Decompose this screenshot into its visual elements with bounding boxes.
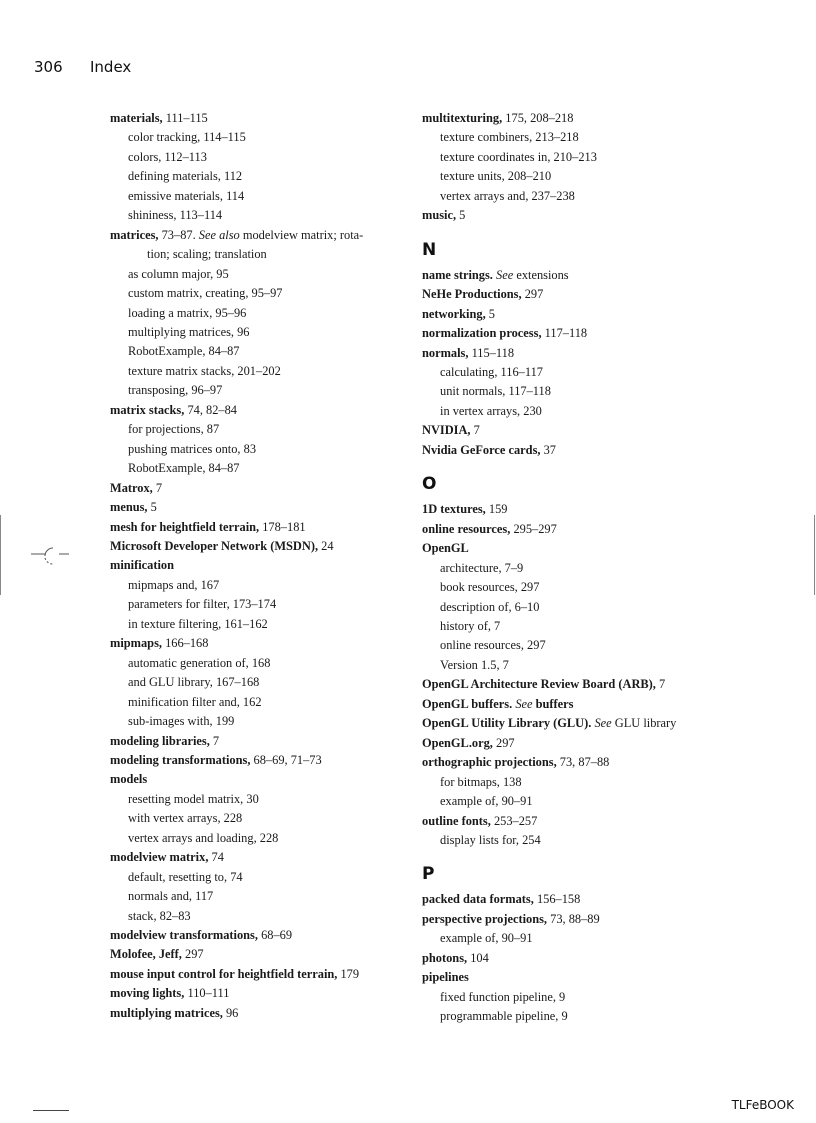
index-entry	[110, 498, 400, 517]
entry-term: networking,	[422, 306, 486, 321]
index-subentry: resetting model matrix, 30	[128, 791, 259, 806]
index-entry	[422, 910, 712, 929]
index-entry	[422, 949, 712, 968]
index-subentry: shininess, 113–114	[128, 208, 223, 223]
index-subentry: and GLU library, 167–168	[128, 675, 260, 690]
entry-pages: 5	[485, 306, 495, 321]
index-entry	[422, 968, 712, 987]
entry-term: mouse input control for heightfield terrain,	[110, 966, 338, 981]
entry-term: matrix stacks,	[110, 402, 185, 417]
section-letter: P	[422, 864, 435, 885]
cross-reference: See	[515, 696, 533, 711]
index-subentry: history of, 7	[440, 618, 501, 633]
index-subentry: normals and, 117	[128, 889, 214, 904]
entry-term: OpenGL Architecture Review Board (ARB),	[422, 677, 656, 692]
index-subentry: texture matrix stacks, 201–202	[128, 363, 281, 378]
index-entry	[110, 479, 400, 498]
index-entry	[110, 226, 400, 245]
entry-term: multiplying matrices,	[110, 1005, 223, 1020]
index-subentry: architecture, 7–9	[440, 560, 524, 575]
index-entry	[422, 305, 712, 324]
entry-pages: 74	[208, 850, 224, 865]
index-subentry: texture units, 208–210	[440, 169, 552, 184]
index-entry	[422, 500, 712, 519]
index-entry	[110, 984, 400, 1003]
entry-pages: 179	[337, 966, 360, 981]
index-subentry: unit normals, 117–118	[440, 384, 551, 399]
entry-term: menus,	[110, 500, 148, 515]
entry-pages: 24	[318, 538, 334, 553]
entry-term: moving lights,	[110, 986, 185, 1001]
entry-term: multitexturing,	[422, 111, 503, 125]
crop-mark-right	[814, 515, 815, 595]
entry-term: Matrox,	[110, 480, 153, 495]
index-entry	[422, 890, 712, 909]
entry-pages: 5	[456, 208, 466, 223]
entry-pages: 159	[485, 502, 508, 517]
entry-term: OpenGL buffers.	[422, 696, 513, 711]
entry-pages: 73, 88–89	[547, 911, 600, 926]
index-entry	[110, 945, 400, 964]
entry-term: Microsoft Developer Network (MSDN),	[110, 538, 319, 553]
entry-term: pipelines	[422, 970, 469, 985]
entry-term: name strings.	[422, 267, 493, 282]
entry-pages: 297	[492, 735, 515, 750]
index-entry	[110, 965, 400, 984]
entry-pages: GLU library	[611, 716, 677, 731]
section-letter: O	[422, 474, 437, 495]
entry-pages: 178–181	[259, 519, 306, 534]
crop-mark-left	[0, 515, 1, 595]
index-entry	[110, 732, 400, 751]
index-subentry: color tracking, 114–115	[128, 130, 246, 145]
entry-pages: 74, 82–84	[184, 402, 238, 417]
index-subentry: display lists for, 254	[440, 832, 541, 847]
index-entry	[110, 926, 400, 945]
entry-pages: 7	[152, 480, 163, 495]
entry-term: materials,	[110, 111, 163, 125]
cross-reference: See	[594, 716, 612, 731]
index-entry	[422, 109, 712, 128]
index-subentry: Version 1.5, 7	[440, 657, 509, 672]
entry-term: online resources,	[422, 521, 511, 536]
index-subentry: loading a matrix, 95–96	[128, 305, 247, 320]
entry-term: orthographic projections,	[422, 755, 557, 770]
index-column-left	[110, 109, 400, 1023]
index-entry	[110, 109, 400, 128]
entry-pages: 295–297	[510, 521, 557, 536]
section-letter: N	[422, 239, 437, 260]
entry-pages: 110–111	[184, 986, 230, 1001]
entry-pages: 175, 208–218	[502, 111, 574, 125]
entry-term: modelview transformations,	[110, 928, 258, 943]
entry-pages: 253–257	[490, 813, 538, 828]
index-subentry: example of, 90–91	[440, 931, 533, 946]
running-header	[34, 58, 131, 76]
entry-pages: 166–168	[161, 636, 209, 651]
entry-pages: extensions	[513, 267, 569, 282]
page-title: Index	[90, 58, 132, 76]
entry-term: OpenGL	[422, 541, 469, 556]
page-number: 306	[34, 58, 63, 76]
index-entry	[422, 441, 712, 460]
index-entry	[422, 695, 712, 714]
index-subentry: custom matrix, creating, 95–97	[128, 286, 283, 301]
index-entry	[422, 539, 712, 558]
index-subentry: colors, 112–113	[128, 149, 207, 164]
registration-mark-icon	[31, 542, 71, 572]
index-entry	[422, 520, 712, 539]
index-entry	[110, 848, 400, 867]
index-entry	[110, 537, 400, 556]
entry-pages: 7	[470, 423, 480, 438]
entry-pages: 297	[521, 287, 544, 302]
index-subentry: pushing matrices onto, 83	[128, 441, 257, 456]
index-subentry: vertex arrays and loading, 228	[128, 830, 279, 845]
index-subentry: parameters for filter, 173–174	[128, 597, 277, 612]
entry-pages: 156–158	[533, 892, 581, 907]
entry-pages: 5	[147, 500, 157, 515]
entry-term: minification	[110, 558, 175, 573]
entry-term: matrices,	[110, 227, 159, 242]
entry-term: modeling transformations,	[110, 752, 251, 767]
entry-pages: modelview matrix; rota-	[239, 227, 364, 242]
index-entry	[422, 421, 712, 440]
entry-pages: 111–115	[162, 111, 208, 125]
index-entry	[110, 1004, 400, 1023]
index-entry	[422, 714, 712, 733]
index-subentry: online resources, 297	[440, 638, 546, 653]
entry-term: modeling libraries,	[110, 733, 210, 748]
index-subentry: for bitmaps, 138	[440, 774, 522, 789]
index-subentry: vertex arrays and, 237–238	[440, 188, 575, 203]
index-subentry: description of, 6–10	[440, 599, 540, 614]
index-subentry: sub-images with, 199	[128, 714, 235, 729]
entry-term: 1D textures,	[422, 502, 486, 517]
entry-pages: 7	[655, 677, 666, 692]
index-subentry: mipmaps and, 167	[128, 577, 220, 592]
entry-pages: 68–69, 71–73	[250, 752, 322, 767]
entry-pages: 37	[540, 442, 556, 457]
index-entry	[110, 770, 400, 789]
entry-term: music,	[422, 208, 457, 223]
index-subentry: texture coordinates in, 210–213	[440, 149, 597, 164]
index-subentry: programmable pipeline, 9	[440, 1009, 568, 1024]
index-entry	[110, 401, 400, 420]
entry-term: models	[110, 772, 148, 787]
index-subentry: defining materials, 112	[128, 169, 243, 184]
entry-term: OpenGL Utility Library (GLU).	[422, 716, 592, 731]
entry-term: modelview matrix,	[110, 850, 209, 865]
index-column-right	[422, 109, 712, 1027]
index-subentry: with vertex arrays, 228	[128, 811, 243, 826]
entry-pages: 96	[222, 1005, 239, 1020]
index-subentry: default, resetting to, 74	[128, 869, 243, 884]
entry-term: normals,	[422, 345, 469, 360]
index-subentry: texture combiners, 213–218	[440, 130, 579, 145]
cross-reference: See also	[198, 227, 240, 242]
entry-pages: 104	[467, 950, 489, 965]
entry-pages: 117–118	[541, 326, 588, 341]
index-subentry: stack, 82–83	[128, 908, 191, 923]
index-entry	[422, 285, 712, 304]
entry-term: perspective projections,	[422, 911, 548, 926]
index-entry	[110, 634, 400, 653]
index-entry	[110, 751, 400, 770]
index-subentry: automatic generation of, 168	[128, 655, 271, 670]
index-subentry: example of, 90–91	[440, 794, 533, 809]
index-subentry: multiplying matrices, 96	[128, 324, 250, 339]
index-entry	[110, 518, 400, 537]
entry-term: NeHe Productions,	[422, 287, 522, 302]
entry-pages: 7	[209, 733, 220, 748]
entry-term: packed data formats,	[422, 892, 534, 907]
index-continuation: tion; scaling; translation	[147, 247, 267, 262]
index-entry	[110, 556, 400, 575]
entry-pages: 73–87.	[158, 227, 199, 242]
entry-pages: 115–118	[468, 345, 515, 360]
index-entry	[422, 266, 712, 285]
entry-term: outline fonts,	[422, 813, 491, 828]
entry-pages: 297	[181, 947, 204, 962]
index-subentry: calculating, 116–117	[440, 364, 543, 379]
index-entry	[422, 324, 712, 343]
entry-term: normalization process,	[422, 326, 542, 341]
index-subentry: in texture filtering, 161–162	[128, 616, 268, 631]
entry-term: Nvidia GeForce cards,	[422, 442, 541, 457]
entry-term: mesh for heightfield terrain,	[110, 519, 260, 534]
index-entry	[422, 812, 712, 831]
index-subentry: RobotExample, 84–87	[128, 461, 240, 476]
entry-pages: 73, 87–88	[556, 755, 610, 770]
index-subentry: emissive materials, 114	[128, 188, 245, 203]
index-subentry: as column major, 95	[128, 266, 229, 281]
crop-mark-bottom	[33, 1110, 69, 1111]
footer-watermark: TLFeBOOK	[731, 1098, 794, 1112]
entry-pages: 68–69	[257, 928, 293, 943]
index-entry	[422, 734, 712, 753]
index-entry	[422, 675, 712, 694]
cross-reference: See	[496, 267, 514, 282]
entry-term: Molofee, Jeff,	[110, 947, 182, 962]
entry-term: OpenGL.org,	[422, 735, 493, 750]
index-subentry: book resources, 297	[440, 580, 540, 595]
index-entry	[422, 344, 712, 363]
entry-term: photons,	[422, 950, 468, 965]
entry-term: mipmaps,	[110, 636, 162, 651]
index-subentry: for projections, 87	[128, 422, 220, 437]
entry-term: buffers	[532, 696, 574, 711]
index-subentry: RobotExample, 84–87	[128, 344, 240, 359]
index-subentry: fixed function pipeline, 9	[440, 989, 566, 1004]
index-subentry: in vertex arrays, 230	[440, 403, 542, 418]
index-entry	[422, 206, 712, 225]
index-subentry: transposing, 96–97	[128, 383, 223, 398]
index-entry	[422, 753, 712, 772]
index-subentry: minification filter and, 162	[128, 694, 262, 709]
entry-term: NVIDIA,	[422, 423, 471, 438]
